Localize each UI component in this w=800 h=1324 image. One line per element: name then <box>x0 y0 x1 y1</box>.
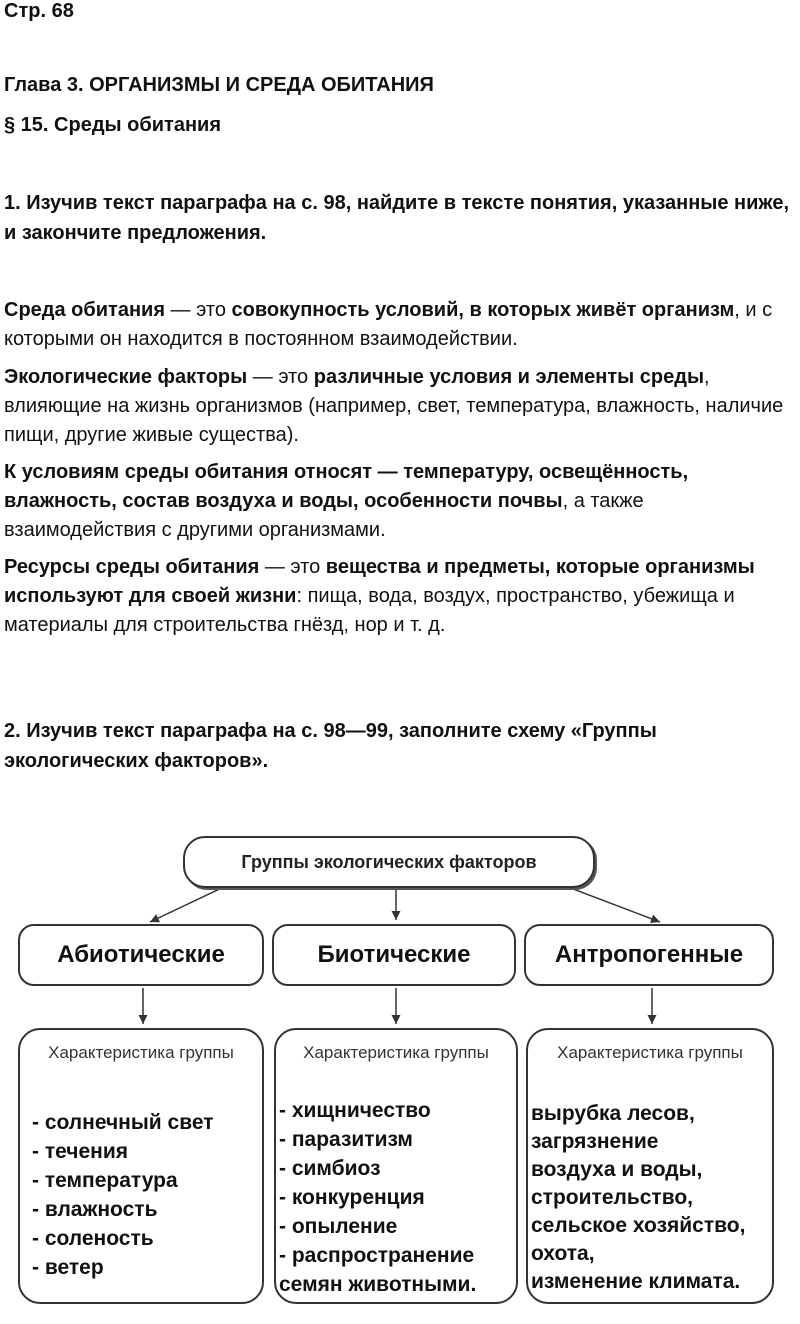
definition-run: — это <box>165 299 232 321</box>
definition-run: совокупность условий, в которых живёт организм <box>231 299 735 321</box>
char-item: загрязнение <box>531 1130 659 1153</box>
definition-run: , а также взаимодействия с другими организмами. <box>4 490 644 541</box>
char-item: - температура <box>32 1169 178 1192</box>
diagram-root-box: Группы экологических факторов <box>183 836 595 888</box>
char-box-title: Характеристика группы <box>303 1043 489 1062</box>
definition-run: К условиям среды обитания относят — температуру, освещённость, влажность, состав воздуха и воды, особенности почвы <box>4 461 689 512</box>
group-box-abiotic: Абиотические <box>18 924 264 986</box>
definition-habitat-resources <box>4 553 796 640</box>
char-item: семян животными. <box>279 1273 477 1296</box>
definition-run: Ресурсы среды обитания <box>4 556 260 578</box>
char-items-list <box>32 1108 214 1282</box>
char-item: изменение климата. <box>531 1270 741 1293</box>
char-items-list <box>279 1096 476 1299</box>
task-2-prompt: 2. Изучив текст параграфа на с. 98—99, заполните схему «Группы экологических факторов». <box>4 720 657 772</box>
char-item: - хищничество <box>279 1099 431 1122</box>
char-item: вырубка лесов, <box>531 1102 695 1125</box>
char-item: - солнечный свет <box>32 1111 214 1134</box>
definition-ecological-factors <box>4 363 796 450</box>
task-1-prompt: 1. Изучив текст параграфа на с. 98, найдите в тексте понятия, указанные ниже, и закончите предложения. <box>4 192 790 244</box>
char-item: - конкуренция <box>279 1186 425 1209</box>
char-box-title: Характеристика группы <box>557 1043 743 1062</box>
char-item: - паразитизм <box>279 1128 413 1151</box>
char-item: охота, <box>531 1242 595 1265</box>
char-item: - ветер <box>32 1256 104 1279</box>
char-item: - влажность <box>32 1198 158 1221</box>
definition-run: : пища, вода, воздух, пространство, убежища и материалы для строительства гнёзд, нор и т. д. <box>4 585 735 636</box>
definition-run: , и с которыми он находится в постоянном взаимодействии. <box>4 299 773 350</box>
section-title: § 15. Среды обитания <box>4 114 221 136</box>
char-item: сельское хозяйство, <box>531 1214 746 1237</box>
char-box-title: Характеристика группы <box>48 1043 234 1062</box>
definition-run: , влияющие на жизнь организмов (например, свет, температура, влажность, наличие пищи, другие живые существа). <box>4 366 784 446</box>
ecological-factors-diagram <box>0 826 800 1306</box>
page-number: Стр. 68 <box>4 0 74 22</box>
char-box-biotic <box>274 1028 518 1304</box>
arrow-root-to-anthropogenic <box>560 884 660 922</box>
char-items-list <box>531 1100 745 1296</box>
char-item: строительство, <box>531 1186 694 1209</box>
char-box-anthropogenic <box>526 1028 774 1304</box>
definition-run: — это <box>247 366 314 388</box>
group-box-anthropogenic: Антропогенные <box>524 924 774 986</box>
char-box-abiotic <box>18 1028 264 1304</box>
char-item: - распространение <box>279 1244 475 1267</box>
definition-run: Среда обитания <box>4 299 165 321</box>
char-item: воздуха и воды, <box>531 1158 703 1181</box>
definition-habitat-conditions <box>4 458 796 545</box>
char-item: - опыление <box>279 1215 398 1238</box>
definition-run: — это <box>259 556 326 578</box>
char-item: - соленость <box>32 1227 154 1250</box>
definition-run: различные условия и элементы среды <box>313 366 705 388</box>
definition-run: вещества и предметы, которые организмы используют для своей жизни <box>4 556 755 607</box>
definition-run: Экологические факторы <box>4 366 248 388</box>
definition-habitat <box>4 296 796 354</box>
group-box-biotic: Биотические <box>272 924 516 986</box>
arrow-root-to-abiotic <box>150 884 230 922</box>
chapter-title: Глава 3. ОРГАНИЗМЫ И СРЕДА ОБИТАНИЯ <box>4 74 434 96</box>
char-item: - течения <box>32 1140 128 1163</box>
char-item: - симбиоз <box>279 1157 381 1180</box>
